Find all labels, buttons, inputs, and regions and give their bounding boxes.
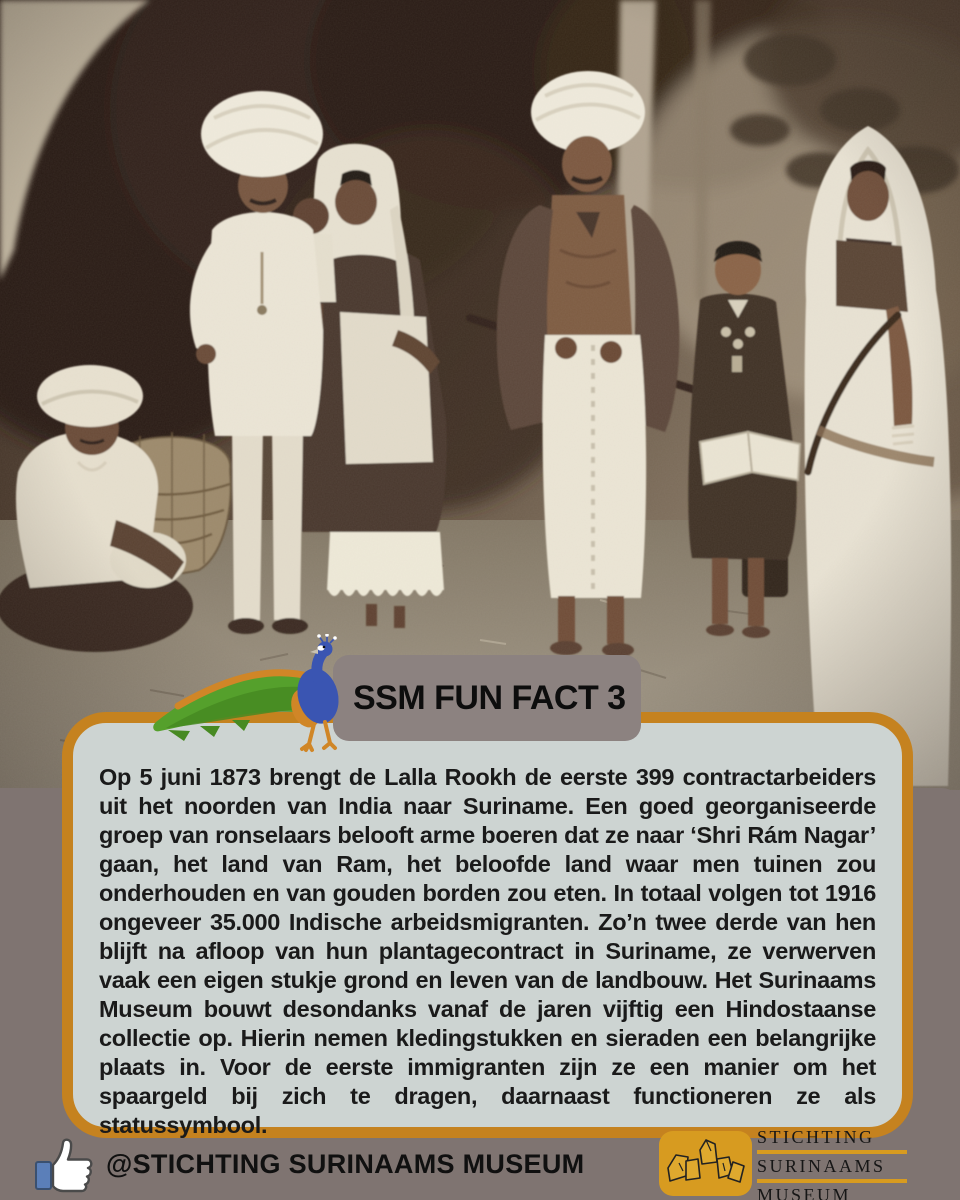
- fort-icon: [659, 1131, 752, 1196]
- museum-logo: [757, 1128, 915, 1200]
- fun-fact-card: [62, 712, 913, 1138]
- logo-divider: [757, 1150, 907, 1154]
- peacock-icon: [148, 634, 380, 760]
- logo-divider: [757, 1179, 907, 1183]
- fun-fact-text: Op 5 juni 1873 brengt de Lalla Rookh de eerste 399 contractarbeiders uit het noorden van India naar Suriname. Een goed georganiseerde groep van ronselaars belooft arme boeren dat ze naar ‘Shri Rám Nagar’ gaan, het land van Ram, het beloofde land waar men tuinen zou onderhouden en van gouden borden zou eten. In totaal volgen tot 1916 ongeveer 35.000 Indische arbeidsmigranten. Zo’n twee derde van hen blijft na afloop van hun plantagecontract in Suriname, ze verwerven vaak een eigen stukje grond en leven van de landbouw. Het Surinaams Museum bouwt desondanks vanaf de jaren vijftig een Hindostaanse collectie op. Hierin nemen kledingstukken en sieraden een belangrijke plaats in. Voor de eerste immigranten zijn ze een manier om het spaargeld bij zich te dragen, daarnaast functioneren ze als statussymbool.: [99, 763, 876, 1138]
- fun-fact-title: SSM FUN FACT 3: [353, 678, 626, 717]
- logo-line-3: MUSEUM: [757, 1185, 852, 1200]
- logo-line-2: SURINAAMS: [757, 1156, 886, 1176]
- like-icon: [34, 1134, 102, 1194]
- social-handle: @STICHTING SURINAAMS MUSEUM: [106, 1149, 585, 1179]
- logo-line-1: STICHTING: [757, 1127, 875, 1147]
